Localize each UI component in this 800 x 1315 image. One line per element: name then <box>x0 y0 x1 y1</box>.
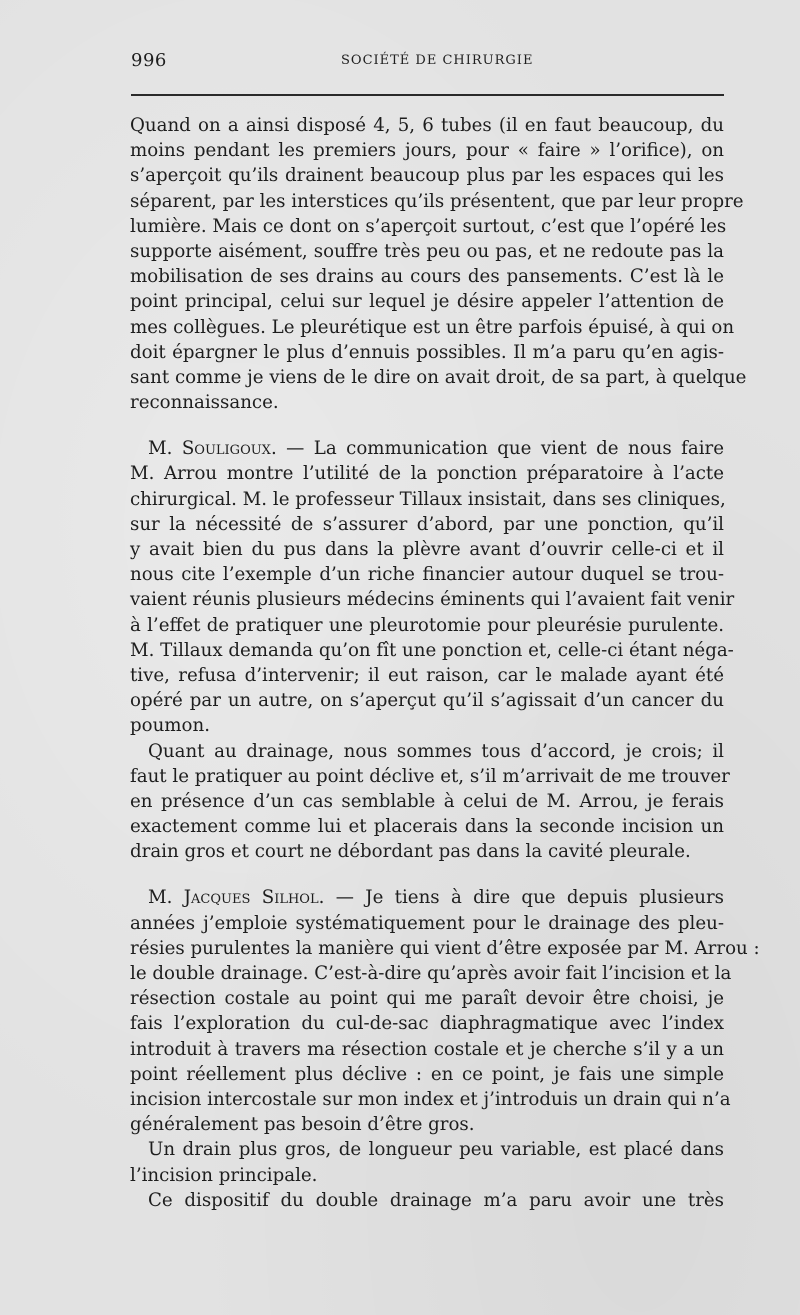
text-line: sant comme je viens de le dire on avait droit, de sa part, à quelque <box>130 366 747 388</box>
running-head <box>131 50 724 74</box>
running-head-title: SOCIÉTÉ DE CHIRURGIE <box>341 53 534 68</box>
text-line: fais l’exploration du cul-de-sac diaphragmatique avec l’index <box>130 1013 724 1035</box>
text-line: M. Tillaux demanda qu’on fît une ponction et, celle-ci étant néga- <box>130 639 734 661</box>
text-line: drain gros et court ne débordant pas dans la cavité pleurale. <box>130 841 691 863</box>
page-number: 996 <box>131 50 167 71</box>
text-line: chirurgical. M. le professeur Tillaux insistait, dans ses cliniques, <box>130 488 726 510</box>
text-line: le double drainage. C’est-à-dire qu’après avoir fait l’incision et la <box>130 963 732 984</box>
text-line: Quant au drainage, nous sommes tous d’accord, je crois; il <box>148 740 724 762</box>
text-line: généralement pas besoin d’être gros. <box>130 1114 475 1136</box>
text-line: exactement comme lui et placerais dans la seconde incision un <box>130 816 724 838</box>
text-line: Quand on a ainsi disposé 4, 5, 6 tubes (il en faut beaucoup, du <box>130 115 724 136</box>
text-line: mes collègues. Le pleurétique est un être parfois épuisé, à qui on <box>130 316 735 338</box>
text-line: moins pendant les premiers jours, pour « faire » l’orifice), on <box>130 140 724 162</box>
text-line: poumon. <box>130 715 210 737</box>
text-line: sur la nécessité de s’assurer d’abord, par une ponction, qu’il <box>130 513 724 535</box>
text-line: point principal, celui sur lequel je désire appeler l’attention de <box>130 291 724 313</box>
body-text <box>130 113 760 1213</box>
text-line: vaient réunis plusieurs médecins éminents qui l’avaient fait venir <box>130 589 735 611</box>
text-line: reconnaissance. <box>130 392 279 414</box>
text-line: faut le pratiquer au point déclive et, s’il m’arrivait de me trouver <box>130 765 730 787</box>
text-line: séparent, par les interstices qu’ils présentent, que par leur propre <box>130 190 744 212</box>
text-line: tive, refusa d’intervenir; il eut raison, car le malade ayant été <box>130 664 724 686</box>
text-line: doit épargner le plus d’ennuis possibles. Il m’a paru qu’en agis- <box>130 341 724 363</box>
text-line: en présence d’un cas semblable à celui de M. Arrou, je ferais <box>130 790 724 812</box>
text-line-fragment: — La communication que vient de nous faire <box>276 438 725 460</box>
paragraph-gap <box>130 415 724 436</box>
text-line: l’incision principale. <box>130 1164 318 1186</box>
text-line: opéré par un autre, on s’aperçut qu’il s’agissait d’un cancer du <box>130 690 724 712</box>
speaker-name: M. Souligoux. <box>148 438 277 460</box>
text-line: point réellement plus déclive : en ce point, je fais une simple <box>130 1063 724 1085</box>
text-line: années j’emploie systématiquement pour le drainage des pleu- <box>130 912 724 934</box>
speaker-line <box>130 436 724 461</box>
speaker-name: M. Jacques Silhol. <box>148 887 325 909</box>
text-line: résection costale au point qui me paraît devoir être choisi, je <box>130 988 724 1010</box>
text-line: incision intercostale sur mon index et j’introduis un drain qui n’a <box>130 1088 731 1110</box>
paragraph-gap <box>130 864 724 885</box>
text-line: supporte aisément, souffre très peu ou pas, et ne redoute pas la <box>130 240 724 262</box>
text-line: s’aperçoit qu’ils drainent beaucoup plus par les espaces qui les <box>130 165 724 187</box>
text-line-fragment: — Je tiens à dire que depuis plusieurs <box>324 887 724 909</box>
text-line: mobilisation de ses drains au cours des pansements. C’est là le <box>130 266 724 288</box>
header-rule <box>131 94 724 96</box>
text-line: Ce dispositif du double drainage m’a paru avoir une très <box>148 1189 724 1211</box>
text-line: y avait bien du pus dans la plèvre avant d’ouvrir celle-ci et il <box>130 539 724 560</box>
text-line: nous cite l’exemple d’un riche financier autour duquel se trou- <box>130 564 724 586</box>
text-line: M. Arrou montre l’utilité de la ponction préparatoire à l’acte <box>130 463 724 485</box>
speaker-line <box>130 885 724 910</box>
text-line: à l’effet de pratiquer une pleurotomie pour pleurésie purulente. <box>130 614 724 636</box>
text-line: Un drain plus gros, de longueur peu variable, est placé dans <box>148 1139 724 1161</box>
text-line: introduit à travers ma résection costale et je cherche s’il y a un <box>130 1038 724 1060</box>
text-line: résies purulentes la manière qui vient d’être exposée par M. Arrou : <box>130 937 760 959</box>
text-line: lumière. Mais ce dont on s’aperçoit surtout, c’est que l’opéré les <box>130 215 727 237</box>
